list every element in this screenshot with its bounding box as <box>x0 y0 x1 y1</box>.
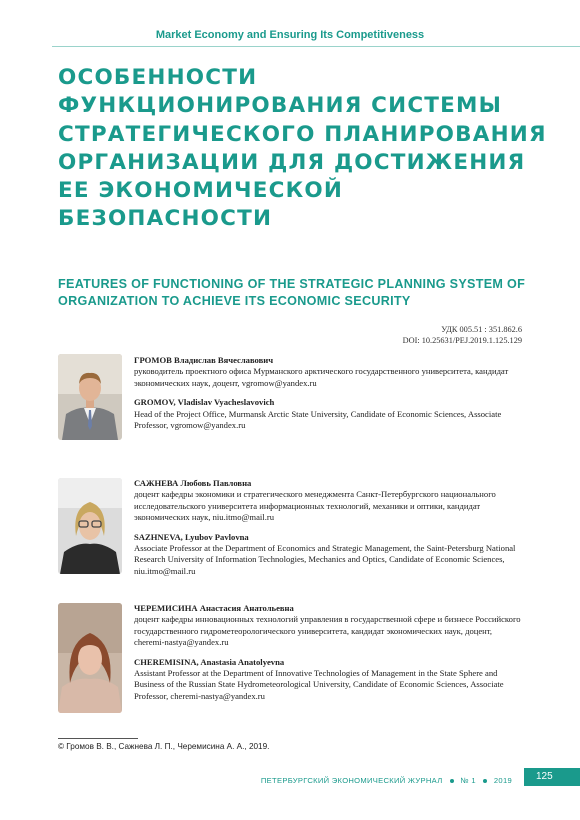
article-title-ru: ОСОБЕННОСТИ ФУНКЦИОНИРОВАНИЯ СИСТЕМЫ СТРАТЕГИЧЕСКОГО ПЛАНИРОВАНИЯ ОРГАНИЗАЦИИ ДЛЯ ДОСТИЖЕНИЯ ЕЕ ЭКОНОМИЧЕСКОЙ БЕЗОПАСНОСТИ <box>58 65 547 232</box>
author-photo-sazhneva <box>58 478 122 574</box>
copyright-footnote: © Громов В. В., Сажнева Л. П., Черемисина А. А., 2019. <box>58 742 270 751</box>
udk-code: УДК 005.51 : 351.862.6 <box>441 325 522 334</box>
header-divider <box>52 46 580 47</box>
article-title-en: FEATURES OF FUNCTIONING OF THE STRATEGIC PLANNING SYSTEM OF ORGANIZATION TO ACHIEVE ITS ECONOMIC SECURITY <box>58 277 526 308</box>
separator-dot <box>450 779 454 783</box>
author-info-3 <box>134 603 524 702</box>
author-affiliation-ru: доцент кафедры инновационных технологий управления в государственной сфере и бизнесе Российского государственного гидрометеорологического университета, кандидат экономических наук, доцент, cheremi-nastya@yandex.ru <box>134 614 521 648</box>
author-name-ru: ГРОМОВ Владислав Вячеславович <box>134 355 274 365</box>
author-affiliation-ru: доцент кафедры экономики и стратегического менеджмента Санкт-Петербургского национального исследовательского университета информационных технологий, механики и оптики, кандидат экономических наук, niu.itmo@mail.ru <box>134 489 496 523</box>
author-info-2 <box>134 478 524 577</box>
author-name-ru: ЧЕРЕМИСИНА Анастасия Анатольевна <box>134 603 294 613</box>
footnote-divider <box>58 738 138 739</box>
issue-year: 2019 <box>493 776 512 785</box>
doi: DOI: 10.25631/PEJ.2019.1.125.129 <box>402 336 522 345</box>
author-photo-cheremisina <box>58 603 122 713</box>
author-photo-gromov <box>58 354 122 440</box>
author-affiliation-en: Head of the Project Office, Murmansk Arctic State University, Candidate of Economic Sciences, Associate Professor, vgromow@yandex.ru <box>134 408 502 431</box>
author-affiliation-ru: руководитель проектного офиса Мурманского арктического государственного университета, кандидат экономических наук, доцент, vgromow@yandex.ru <box>134 366 509 388</box>
journal-footer <box>261 776 512 785</box>
author-name-en: GROMOV, Vladislav Vyacheslavovich <box>134 397 275 408</box>
author-info-1 <box>134 355 524 431</box>
classification <box>403 324 522 346</box>
issue-number: № 1 <box>460 776 476 785</box>
author-name-en: CHEREMISINA, Anastasia Anatolyevna <box>134 656 285 667</box>
author-affiliation-en: Associate Professor at the Department of Economics and Strategic Management, the Saint-Petersburg National Research University of Information Technologies, Mechanics and Optics, Candidate of Economic Sciences, niu.itmo@mail.ru <box>134 543 516 576</box>
author-name-ru: САЖНЕВА Любовь Павловна <box>134 478 252 488</box>
author-affiliation-en: Assistant Professor at the Department of Innovative Technologies of Management in the State Sphere and Business of the Russian State Hydrometeorological University, Candidate of Economic Sciences, Associate Professor, cheremi-nastya@yandex.ru <box>134 668 504 701</box>
page-number: 125 <box>524 768 580 786</box>
author-name-en: SAZHNEVA, Lyubov Pavlovna <box>134 531 249 542</box>
separator-dot <box>483 779 487 783</box>
journal-name: ПЕТЕРБУРГСКИЙ ЭКОНОМИЧЕСКИЙ ЖУРНАЛ <box>260 776 443 785</box>
running-header: Market Economy and Ensuring Its Competitiveness <box>155 29 425 41</box>
